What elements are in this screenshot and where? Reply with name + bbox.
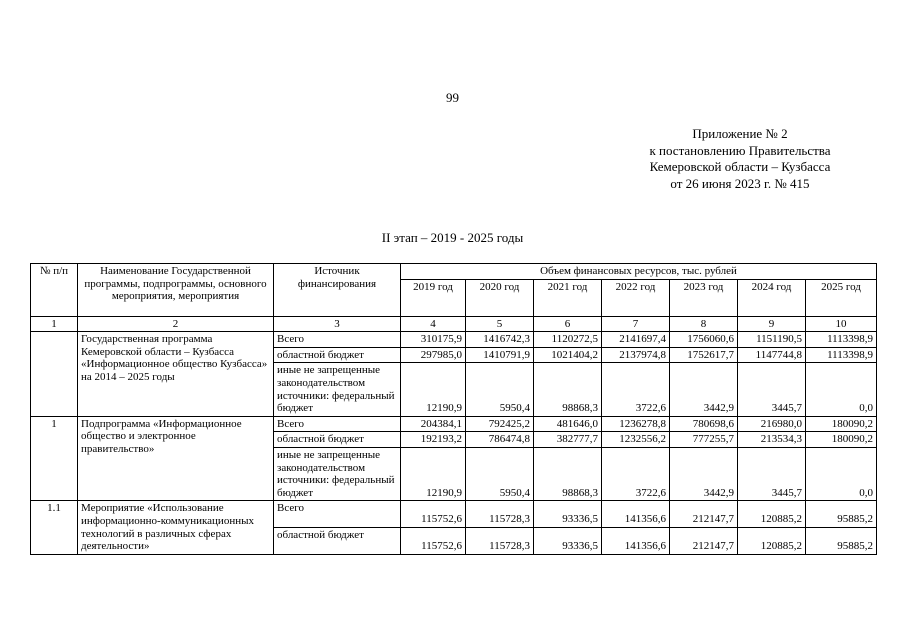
program-name: Подпрограмма «Информационное общество и электронное правительство» — [78, 416, 274, 501]
amount-cell: 3445,7 — [738, 447, 806, 500]
amount-cell: 310175,9 — [401, 332, 466, 348]
amount-cell: 297985,0 — [401, 347, 466, 363]
header-num: № п/п — [31, 264, 78, 317]
header-volume: Объем финансовых ресурсов, тыс. рублей — [401, 264, 877, 280]
amount-cell: 3722,6 — [602, 363, 670, 416]
amount-cell: 481646,0 — [534, 416, 602, 432]
amount-cell: 141356,6 — [602, 501, 670, 528]
program-name: Мероприятие «Использование информационно-коммуникационных технологий в различных сферах деятельности» — [78, 501, 274, 554]
amount-cell: 780698,6 — [670, 416, 738, 432]
amount-cell: 2137974,8 — [602, 347, 670, 363]
amount-cell: 1756060,6 — [670, 332, 738, 348]
amount-cell: 180090,2 — [806, 432, 877, 448]
amount-cell: 1236278,8 — [602, 416, 670, 432]
appendix-line-3: Кемеровской области – Кузбасса — [649, 159, 831, 174]
amount-cell: 1120272,5 — [534, 332, 602, 348]
appendix-line-1: Приложение № 2 — [692, 126, 788, 141]
amount-cell: 12190,9 — [401, 447, 466, 500]
amount-cell: 95885,2 — [806, 501, 877, 528]
header-year: 2021 год — [534, 279, 602, 316]
appendix-line-2: к постановлению Правительства — [649, 142, 831, 158]
funding-source: Всего — [274, 416, 401, 432]
appendix-header — [560, 126, 905, 192]
amount-cell: 98868,3 — [534, 363, 602, 416]
funding-source: областной бюджет — [274, 347, 401, 363]
amount-cell: 93336,5 — [534, 528, 602, 555]
header-source: Источник финансирования — [274, 264, 401, 317]
amount-cell: 204384,1 — [401, 416, 466, 432]
amount-cell: 1410791,9 — [466, 347, 534, 363]
amount-cell: 212147,7 — [670, 501, 738, 528]
row-number: 1.1 — [31, 501, 78, 554]
amount-cell: 120885,2 — [738, 501, 806, 528]
funding-source: Всего — [274, 501, 401, 528]
column-number: 8 — [670, 316, 738, 332]
table-row — [31, 416, 877, 432]
column-number: 1 — [31, 316, 78, 332]
page-number: 99 — [446, 90, 459, 105]
header-name: Наименование Государственной программы, подпрограммы, основного мероприятия, мероприятия — [78, 264, 274, 317]
amount-cell: 115752,6 — [401, 528, 466, 555]
column-number: 4 — [401, 316, 466, 332]
amount-cell: 2141697,4 — [602, 332, 670, 348]
row-number — [31, 332, 78, 417]
financing-table — [30, 263, 877, 555]
amount-cell: 120885,2 — [738, 528, 806, 555]
table-row — [31, 332, 877, 348]
program-name: Государственная программа Кемеровской области – Кузбасса «Информационное общество Кузбасса» на 2014 – 2025 годы — [78, 332, 274, 417]
amount-cell: 192193,2 — [401, 432, 466, 448]
column-number: 6 — [534, 316, 602, 332]
amount-cell: 3722,6 — [602, 447, 670, 500]
amount-cell: 786474,8 — [466, 432, 534, 448]
amount-cell: 792425,2 — [466, 416, 534, 432]
column-number: 5 — [466, 316, 534, 332]
appendix-line-4: от 26 июня 2023 г. № 415 — [670, 175, 810, 191]
column-number: 2 — [78, 316, 274, 332]
amount-cell: 1113398,9 — [806, 332, 877, 348]
amount-cell: 3442,9 — [670, 447, 738, 500]
amount-cell: 1113398,9 — [806, 347, 877, 363]
header-year: 2019 год — [401, 279, 466, 316]
amount-cell: 95885,2 — [806, 528, 877, 555]
table-row — [31, 501, 877, 528]
row-number: 1 — [31, 416, 78, 501]
amount-cell: 3445,7 — [738, 363, 806, 416]
header-year: 2025 год — [806, 279, 877, 316]
amount-cell: 3442,9 — [670, 363, 738, 416]
column-number: 10 — [806, 316, 877, 332]
amount-cell: 1021404,2 — [534, 347, 602, 363]
amount-cell: 1232556,2 — [602, 432, 670, 448]
amount-cell: 1151190,5 — [738, 332, 806, 348]
amount-cell: 212147,7 — [670, 528, 738, 555]
amount-cell: 777255,7 — [670, 432, 738, 448]
funding-source: иные не запрещенные законодательством источники: федеральный бюджет — [274, 447, 401, 500]
amount-cell: 115752,6 — [401, 501, 466, 528]
amount-cell: 0,0 — [806, 447, 877, 500]
amount-cell: 0,0 — [806, 363, 877, 416]
amount-cell: 98868,3 — [534, 447, 602, 500]
column-number: 7 — [602, 316, 670, 332]
amount-cell: 213534,3 — [738, 432, 806, 448]
column-number: 9 — [738, 316, 806, 332]
amount-cell: 12190,9 — [401, 363, 466, 416]
amount-cell: 141356,6 — [602, 528, 670, 555]
header-year: 2022 год — [602, 279, 670, 316]
amount-cell: 1147744,8 — [738, 347, 806, 363]
amount-cell: 93336,5 — [534, 501, 602, 528]
column-number: 3 — [274, 316, 401, 332]
stage-title: II этап – 2019 - 2025 годы — [381, 230, 524, 245]
funding-source: Всего — [274, 332, 401, 348]
amount-cell: 382777,7 — [534, 432, 602, 448]
amount-cell: 1752617,7 — [670, 347, 738, 363]
amount-cell: 180090,2 — [806, 416, 877, 432]
funding-source: областной бюджет — [274, 432, 401, 448]
amount-cell: 115728,3 — [466, 501, 534, 528]
amount-cell: 115728,3 — [466, 528, 534, 555]
header-year: 2023 год — [670, 279, 738, 316]
amount-cell: 216980,0 — [738, 416, 806, 432]
header-year: 2020 год — [466, 279, 534, 316]
header-year: 2024 год — [738, 279, 806, 316]
funding-source: областной бюджет — [274, 528, 401, 555]
amount-cell: 5950,4 — [466, 363, 534, 416]
funding-source: иные не запрещенные законодательством источники: федеральный бюджет — [274, 363, 401, 416]
amount-cell: 1416742,3 — [466, 332, 534, 348]
amount-cell: 5950,4 — [466, 447, 534, 500]
